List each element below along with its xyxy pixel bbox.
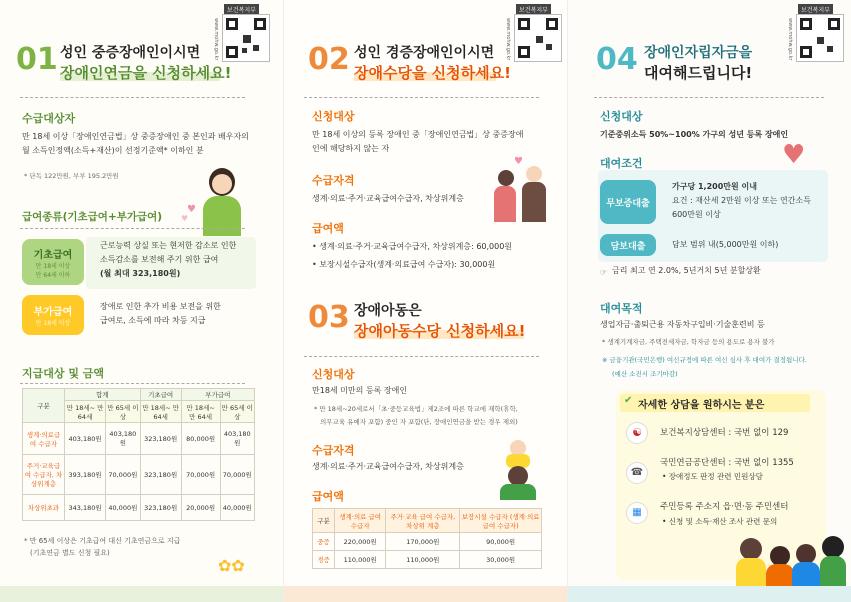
extra-benefit-desc-1: 장애로 인한 추가 비용 보전을 위한 [100, 302, 221, 311]
table-row [23, 495, 255, 521]
target-body-2: 인에 해당하지 않는 자 [312, 144, 390, 153]
basic-benefit-age-2: 만 64세 이하 [35, 271, 71, 279]
extra-benefit-desc-2: 급여로, 소득에 따라 차등 지급 [100, 316, 206, 325]
secured-loan-label: 담보대출 [610, 241, 646, 252]
cell: 90,000원 [460, 533, 542, 551]
panel-disability-allowance [283, 0, 567, 602]
section-number: 02 [308, 42, 350, 77]
qr-code [514, 14, 562, 62]
extra-benefit-badge [22, 295, 84, 335]
target-note-1: * 만 18세~20세로서「초·중등교육법」제2조에 따른 학교에 재학(휴학, [314, 405, 518, 413]
purpose-note-2: ※ 금융기관(국민은행) 여신규정에 따른 여신 심사 후 대여가 결정됩니다. [602, 356, 807, 364]
section-title: 장애아동은 [354, 303, 422, 319]
cell: 403,180원 [220, 423, 254, 455]
cell: 343,180원 [65, 495, 106, 521]
cell: 323,180원 [140, 423, 181, 455]
extra-benefit-label: 부가급여 [33, 307, 73, 318]
section-number: 04 [596, 42, 638, 77]
table-header: 기초급여 [140, 389, 181, 401]
amount-line-2: • 보장시설수급자(생계·의료급여 수급자): 30,000원 [312, 260, 496, 269]
section-subtitle: 장애수당을 신청하세요! [354, 64, 511, 82]
side-url: www.mohw.go.kr [505, 18, 511, 61]
target-heading: 신청대상 [312, 110, 355, 123]
contact-pension-detail: • 장애정도 판정 관련 민원상담 [662, 472, 763, 481]
cell: 20,000원 [181, 495, 220, 521]
recipient-body-1: 만 18세 이상「장애인연금법」상 중증장애인 중 본인과 배우자의 [22, 132, 249, 141]
cell: 70,000원 [106, 455, 140, 495]
panel-self-reliance-loan [567, 0, 851, 602]
purpose-note-1: * 생계기계자금, 주택전세자금, 학자금 등의 용도로 용자 불가 [602, 338, 775, 346]
purpose-heading: 대여목적 [600, 302, 643, 315]
table-note-2: (기초연금 별도 신청 필요) [30, 549, 110, 557]
heart-icon: ♥ [782, 140, 806, 170]
row-label: 주거·교육급여 수급자, 차상위계층 [23, 455, 65, 495]
cell: 403,180원 [65, 423, 106, 455]
phone-icon: ☎ [626, 462, 648, 484]
basic-benefit-desc-2: 소득감소를 보전해 주기 위한 급여 [100, 255, 219, 264]
contact-pension-service: 국민연금공단센터 : 국번 없이 1355 [660, 458, 794, 468]
qualification-heading: 수급자격 [312, 444, 355, 457]
target-body: 기준중위소득 50%~100% 가구의 성년 등록 장애인 [600, 130, 789, 139]
sunflower-icon: ✿✿ [218, 556, 245, 575]
amount-heading: 급여액 [312, 222, 344, 235]
target-body-1: 만 18세 이상의 등록 장애인 중「장애인연금법」상 중증장애 [312, 130, 524, 139]
target-note-2: 의무교육 유예자 포함) 중인 자 포함(단, 장애인연금을 받는 경우 제외) [320, 418, 518, 426]
amount-line-1: • 생계·의료·주거·교육급여수급자, 차상위계층: 60,000원 [312, 242, 513, 251]
qr-label: 보건복지부 [798, 4, 833, 14]
family-illustration: ♥ [490, 162, 552, 226]
divider [20, 383, 245, 384]
recipient-heading: 수급대상자 [22, 112, 76, 125]
table-row [23, 423, 255, 455]
table-header: 주거·교육 급여 수급자, 차상위 계층 [386, 509, 460, 533]
extra-benefit-age: 만 18세 이상 [35, 320, 71, 327]
building-icon: ▦ [626, 502, 648, 524]
row-label: 경증 [313, 551, 335, 569]
cell: 323,180원 [140, 495, 181, 521]
cell: 110,000원 [386, 551, 460, 569]
recipient-body-2: 월 소득인정액(소득+재산)이 선정기준액* 이하인 분 [22, 146, 204, 155]
basic-benefit-age-1: 만 18세 이상 [35, 262, 71, 270]
side-url: www.mohw.go.kr [787, 18, 793, 61]
section-title: 성인 중증장애인이시면 [60, 45, 201, 61]
basic-benefit-badge [22, 239, 84, 285]
panel-disability-pension [0, 0, 283, 602]
table-header: 구분 [313, 509, 335, 533]
section-number: 01 [16, 42, 58, 77]
recipient-note: * 단독 122만원, 부부 195.2만원 [24, 172, 119, 180]
basic-benefit-desc-3: (월 최대 323,180원) [100, 269, 181, 278]
divider [20, 97, 245, 98]
consult-heading: 자세한 상담을 원하시는 분은 [638, 400, 765, 411]
target-heading: 신청대상 [600, 110, 643, 123]
divider [304, 356, 539, 357]
row-label: 차상위초과 [23, 495, 65, 521]
cell: 170,000원 [386, 533, 460, 551]
contact-community-center: 주민등록 주소지 읍·면·동 주민센터 [660, 502, 789, 512]
woman-illustration: ♥ ♥ [195, 168, 250, 236]
cell: 30,000원 [460, 551, 542, 569]
father-child-illustration [490, 440, 550, 500]
cell: 110,000원 [335, 551, 386, 569]
table-subheader: 만 18세~ 만 64세 [65, 401, 106, 423]
cell: 220,000원 [335, 533, 386, 551]
qr-label: 보건복지부 [224, 4, 259, 14]
table-row [23, 455, 255, 495]
cell: 70,000원 [181, 455, 220, 495]
cell: 70,000원 [220, 455, 254, 495]
divider [304, 97, 539, 98]
secured-loan-badge [600, 234, 656, 256]
interest-rate: 금리 최고 연 2.0%, 5년거치 5년 분할상환 [612, 266, 761, 275]
table-subheader: 만 18세~ 만 64세 [181, 401, 220, 423]
cell: 323,180원 [140, 455, 181, 495]
cell: 393,180원 [65, 455, 106, 495]
table-header: 보장시설 수급자 (생계·의료 급여 수급자) [460, 509, 542, 533]
table-subheader: 만 65세 이상 [220, 401, 254, 423]
unsecured-desc-2: 요건 : 재산세 2만원 이상 또는 연간소득 [672, 196, 811, 205]
side-url: www.mohw.go.kr [213, 18, 219, 61]
table-header: 합계 [65, 389, 141, 401]
footer-band [0, 586, 283, 602]
amount-heading: 급여액 [312, 490, 344, 503]
table-row [313, 533, 542, 551]
unsecured-loan-badge [600, 180, 656, 224]
contact-welfare-center: 보건복지상담센터 : 국번 없이 129 [660, 428, 789, 438]
conditions-heading: 대여조건 [600, 157, 643, 170]
pension-table [22, 388, 255, 521]
cell: 40,000원 [106, 495, 140, 521]
row-label: 중증 [313, 533, 335, 551]
purpose-note-3: (예산 소진시 조기마감) [612, 370, 678, 378]
section-title: 성인 경증장애인이시면 [354, 45, 495, 61]
table-header: 부가급여 [181, 389, 254, 401]
section-subtitle: 장애아동수당 신청하세요! [354, 322, 526, 340]
basic-benefit-desc-1: 근로능력 상실 또는 현저한 감소로 인한 [100, 241, 237, 250]
table-subheader: 만 18세~ 만 64세 [140, 401, 181, 423]
cell: 40,000원 [220, 495, 254, 521]
table-header: 생계·의료 급여 수급자 [335, 509, 386, 533]
target-body: 만18세 미만의 등록 장애인 [312, 386, 408, 395]
qualification-body: 생계·의료·주거·교육급여수급자, 차상위계층 [312, 462, 464, 471]
coin-icon: ☞ [600, 268, 608, 277]
section-subtitle: 대여해드립니다! [644, 64, 753, 82]
group-illustration [736, 530, 846, 586]
section-subtitle: 장애인연금을 신청하세요! [60, 64, 232, 82]
footer-band [568, 586, 851, 602]
cell: 80,000원 [181, 423, 220, 455]
unsecured-desc-3: 600만원 이상 [672, 210, 721, 219]
section-number: 03 [308, 300, 350, 335]
table-note-1: * 만 65세 이상은 기초급여 대신 기초연금으로 지급 [24, 537, 181, 545]
qr-code [222, 14, 270, 62]
benefit-types-heading: 급여종류(기초급여+부가급여) [22, 211, 163, 223]
divider [20, 228, 245, 229]
unsecured-loan-label: 무보증대출 [606, 198, 650, 209]
contact-community-detail: • 신청 및 소득·재산 조사 관련 문의 [662, 517, 778, 526]
footer-band [284, 586, 567, 602]
qr-code [796, 14, 844, 62]
table-header: 구분 [23, 389, 65, 423]
target-heading: 신청대상 [312, 368, 355, 381]
row-label: 생계·의료급여 수급자 [23, 423, 65, 455]
unsecured-desc-1: 가구당 1,200만원 이내 [672, 182, 757, 191]
secured-desc: 담보 범위 내(5,000만원 이하) [672, 240, 779, 249]
table-row [313, 551, 542, 569]
check-icon: ✔ [624, 395, 633, 406]
purpose-body: 생업자금·출퇴근용 자동차구입비·기술훈련비 등 [600, 320, 765, 329]
qualification-heading: 수급자격 [312, 174, 355, 187]
table-subheader: 만 65세 이상 [106, 401, 140, 423]
qr-label: 보건복지부 [516, 4, 551, 14]
payment-heading: 지급대상 및 금액 [22, 367, 105, 380]
government-logo-icon: ☯ [626, 422, 648, 444]
section-title: 장애인자립자금을 [644, 45, 753, 61]
basic-benefit-label: 기초급여 [33, 249, 73, 261]
cell: 403,180원 [106, 423, 140, 455]
qualification-body: 생계·의료·주거·교육급여수급자, 차상위계층 [312, 194, 464, 203]
divider [594, 97, 824, 98]
child-allowance-table [312, 508, 542, 569]
